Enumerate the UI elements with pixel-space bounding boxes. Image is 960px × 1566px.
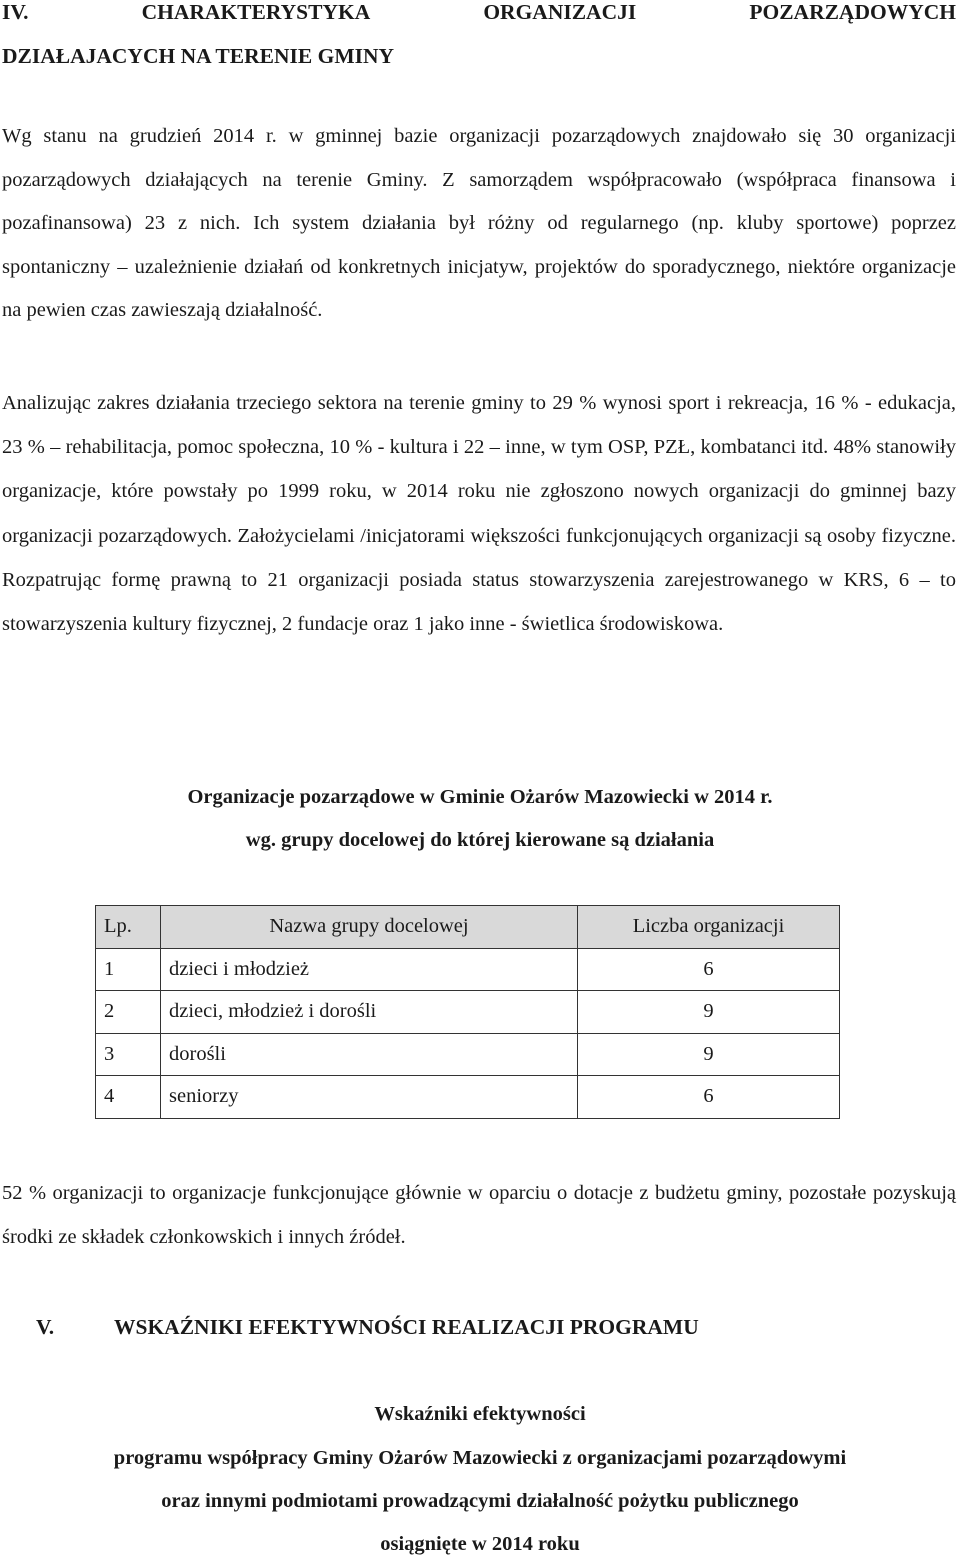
indicators-heading-line1: Wskaźniki efektywności	[374, 1403, 586, 1425]
paragraph-ngo-activity-scope: Analizując zakres działania trzeciego sektora na terenie gminy to 29 % wynosi sport i rekreacja, 16 % - edukacja, 23 % – rehabilitacja, pomoc społeczna, 10 % - kultura i 22 – inne, w tym OSP, PZŁ, kombatanci itd. 48% stanowiły organizacje, które powstały po 1999 roku, w 2014 roku nie zgłoszono nowych organizacji do gminnej bazy organizacji pozarządowych. Założycielami /inicjatorami większości funkcjonujących organizacji są osoby fizyczne. Rozpatrując formę prawną to 21 organizacji posiada status stowarzyszenia zarejestrowanego w KRS, 6 – to stowarzyszenia kultury fizycznej, 2 fundacje oraz 1 jako inne - świetlica środowiskowa.	[2, 392, 956, 636]
table-cell-org-count: 9	[578, 1033, 840, 1076]
section-4-title-word3: POZARZĄDOWYCH	[749, 0, 956, 24]
section-4-heading	[2, 0, 956, 78]
section-4-heading-line2: DZIAŁAJACYCH NA TERENIE GMINY	[2, 44, 395, 68]
table-cell-group-name: dzieci, młodzież i dorośli	[161, 991, 578, 1034]
section-4-number: IV.	[2, 0, 29, 24]
table-cell-lp: 3	[96, 1033, 161, 1076]
table-header-row	[96, 906, 840, 949]
indicators-heading-line3: oraz innymi podmiotami prowadzącymi działalność pożytku publicznego	[161, 1490, 799, 1512]
paragraph-funding: 52 % organizacji to organizacje funkcjonujące głównie w oparciu o dotacje z budżetu gminy, pozostałe pozyskują środki ze składek członkowskich i innych źródeł.	[2, 1182, 956, 1248]
table-caption-subtitle: wg. grupy docelowej do której kierowane są działania	[245, 829, 715, 851]
table-row	[96, 991, 840, 1034]
section-4-title-word1: CHARAKTERYSTYKA	[141, 0, 371, 24]
table-row	[96, 948, 840, 991]
table-cell-lp: 4	[96, 1076, 161, 1119]
section-4-heading-line1	[2, 0, 956, 34]
section-5-title: WSKAŹNIKI EFEKTYWNOŚCI REALIZACJI PROGRAMU	[114, 1315, 699, 1339]
table-cell-group-name: dzieci i młodzież	[161, 948, 578, 991]
section-4-title-word2: ORGANIZACJI	[483, 0, 637, 24]
table-header-lp: Lp.	[96, 906, 161, 949]
table-cell-lp: 2	[96, 991, 161, 1034]
table-header-group-name: Nazwa grupy docelowej	[161, 906, 578, 949]
table-cell-group-name: seniorzy	[161, 1076, 578, 1119]
table-header-org-count: Liczba organizacji	[578, 906, 840, 949]
table-row	[96, 1033, 840, 1076]
indicators-heading-line2: programu współpracy Gminy Ożarów Mazowiecki z organizacjami pozarządowymi	[113, 1447, 847, 1469]
table-caption-title: Organizacje pozarządowe w Gminie Ożarów Mazowiecki w 2014 r.	[187, 786, 773, 808]
table-cell-lp: 1	[96, 948, 161, 991]
indicators-heading-line4: osiągnięte w 2014 roku	[380, 1533, 580, 1555]
table-cell-org-count: 6	[578, 948, 840, 991]
paragraph-ngo-count: Wg stanu na grudzień 2014 r. w gminnej bazie organizacji pozarządowych znajdowało się 30 organizacji pozarządowych działających na terenie Gminy. Z samorządem współpracowało (współpraca finansowa i pozafinansowa) 23 z nich. Ich system działania był różny od regularnego (np. kluby sportowe) poprzez spontaniczny – uzależnienie działań od konkretnych inicjatyw, projektów do sporadycznego, niektóre organizacje na pewien czas zawieszają działalność.	[2, 125, 956, 322]
target-group-table	[95, 905, 840, 1119]
table-cell-org-count: 6	[578, 1076, 840, 1119]
section-5-number: V.	[36, 1315, 55, 1339]
table-cell-org-count: 9	[578, 991, 840, 1034]
table-cell-group-name: dorośli	[161, 1033, 578, 1076]
table-row	[96, 1076, 840, 1119]
section-5-heading	[36, 1305, 699, 1349]
